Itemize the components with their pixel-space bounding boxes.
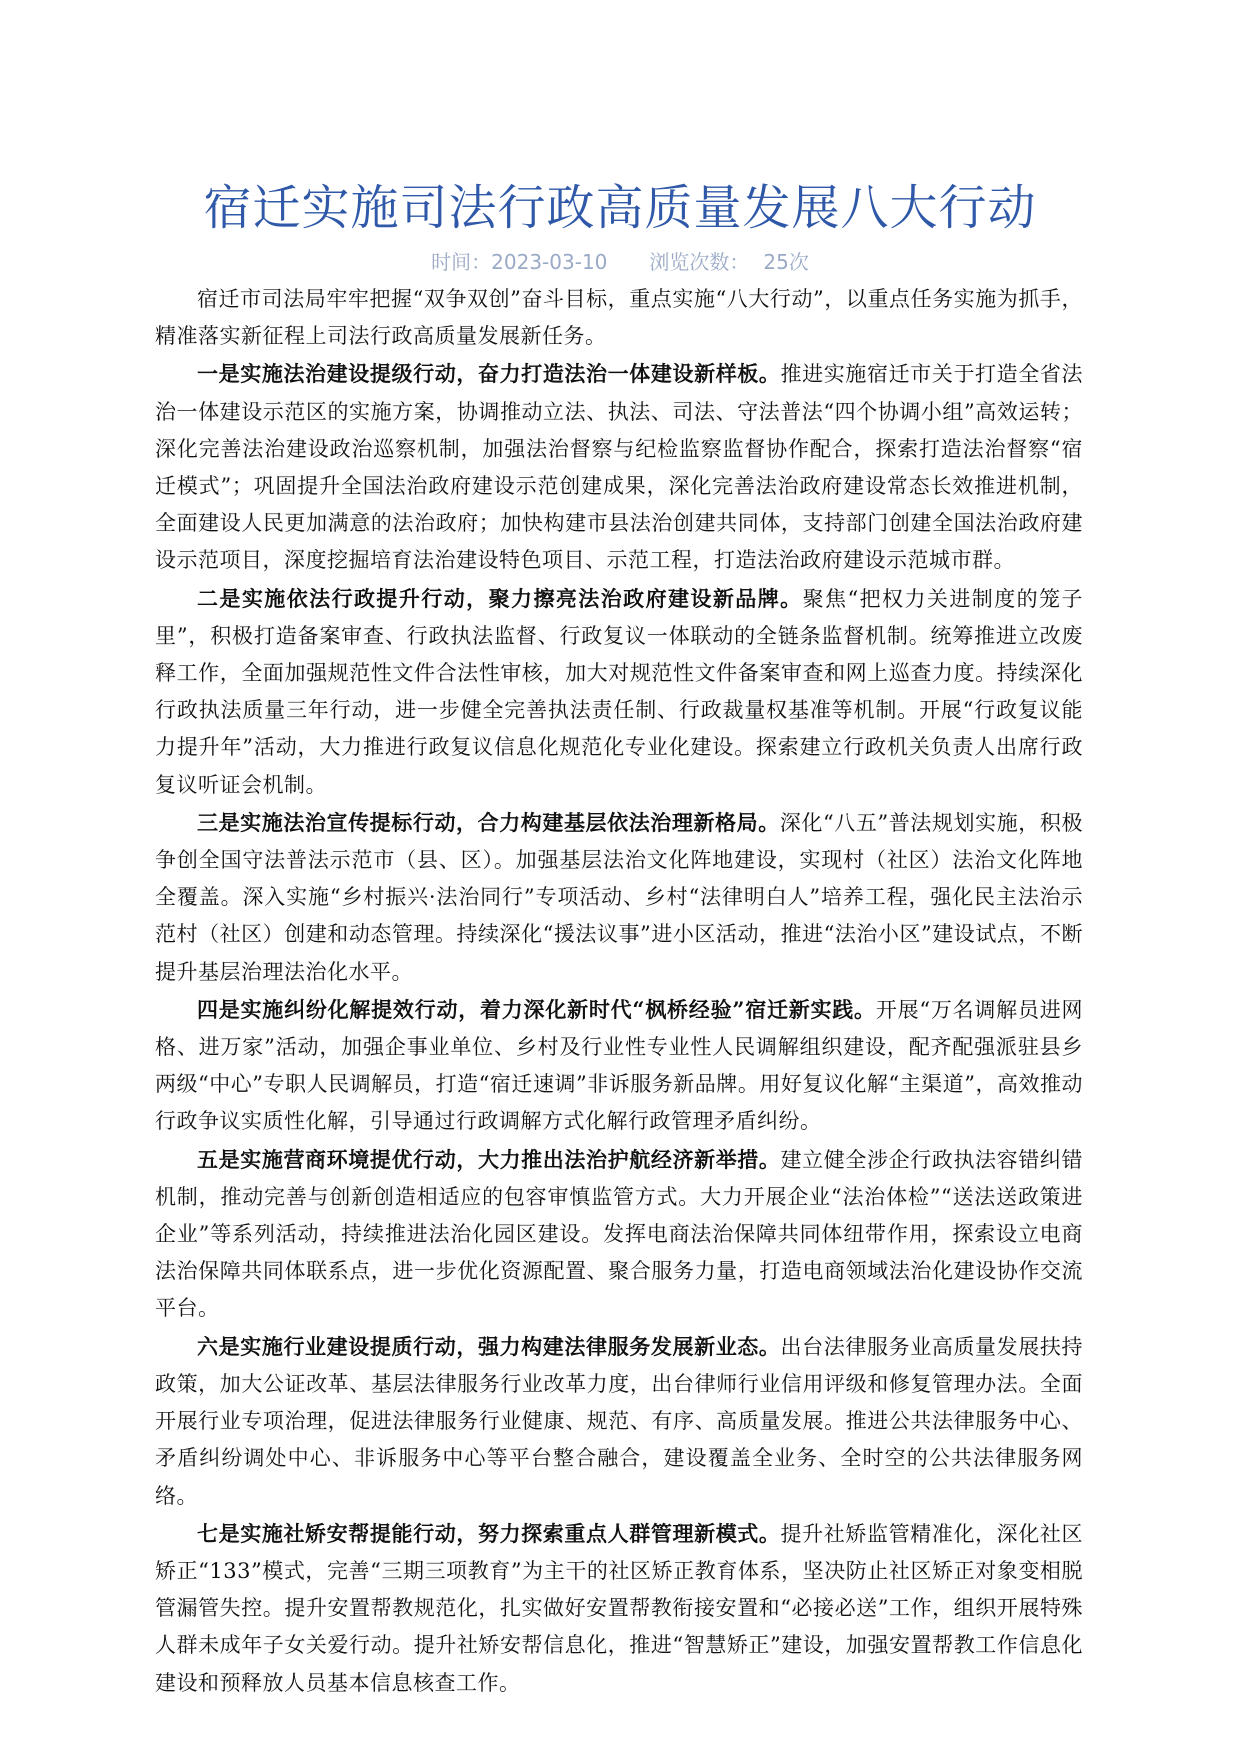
paragraph-text: 推进实施宿迁市关于打造全省法治一体建设示范区的实施方案，协调推动立法、执法、司法、守法普法“四个协调小组”高效运转；深化完善法治建设政治巡察机制，加强法治督察与纪检监察监督协作配合，探索打造法治督察“宿迁模式”；巩固提升全国法治政府建设示范创建成果，深化完善法治政府建设常态长效推进机制，全面建设人民更加满意的法治政府；加快构建市县法治创建共同体，支持部门创建全国法治政府建设示范项目，深度挖掘培育法治建设特色项目、示范工程，打造法治政府建设示范城市群。 xyxy=(155,362,1084,573)
paragraph-text: 提升社矫监管精准化，深化社区矫正“133”模式，完善“三期三项教育”为主干的社区矫正教育体系，坚决防止社区矫正对象变相脱管漏管失控。提升安置帮教规范化，扎实做好安置帮教衔接安置和“必接必送”工作，组织开展特殊人群未成年子女关爱行动。提升社矫安帮信息化，推进“智慧矫正”建设，加强安置帮教工作信息化建设和预释放人员基本信息核查工作。 xyxy=(155,1521,1084,1695)
paragraph-lead: 七是实施社矫安帮提能行动，努力探索重点人群管理新模式。 xyxy=(197,1520,781,1546)
paragraph-action-3 xyxy=(155,804,1083,991)
page-title: 宿迁实施司法行政高质量发展八大行动 xyxy=(203,180,1037,236)
time-value: 2023-03-10 xyxy=(491,250,608,274)
paragraph-action-4 xyxy=(155,991,1083,1141)
paragraph-lead: 三是实施法治宣传提标行动，合力构建基层依法治理新格局。 xyxy=(197,809,780,835)
paragraph-text: 开展“万名调解员进网格、进万家”活动，加强企事业单位、乡村及行业性专业性人民调解组织建设，配齐配强派驻县乡两级“中心”专职人民调解员，打造“宿迁速调”非诉服务新品牌。用好复议化解“主渠道”，高效推动行政争议实质性化解，引导通过行政调解方式化解行政管理矛盾纠纷。 xyxy=(155,997,1083,1134)
paragraph-text: 深化“八五”普法规划实施，积极争创全国守法普法示范市（县、区）。加强基层法治文化阵地建设，实现村（社区）法治文化阵地全覆盖。深入实施“乡村振兴·法治同行”专项活动、乡村“法律明白人”培养工程，强化民主法治示范村（社区）创建和动态管理。持续深化“援法议事”进小区活动，推进“法治小区”建设试点，不断提升基层治理法治化水平。 xyxy=(155,810,1083,984)
paragraph-action-1 xyxy=(155,355,1083,579)
paragraph-action-2 xyxy=(155,580,1083,804)
paragraph-text: 出台法律服务业高质量发展扶持政策，加大公证改革、基层法律服务行业改革力度，出台律师行业信用评级和修复管理办法。全面开展行业专项治理，促进法律服务行业健康、规范、有序、高质量发展。推进公共法律服务中心、矛盾纠纷调处中心、非诉服务中心等平台整合融合，建设覆盖全业务、全时空的公共法律服务网络。 xyxy=(155,1334,1084,1508)
paragraph-lead: 六是实施行业建设提质行动，强力构建法律服务发展新业态。 xyxy=(197,1333,781,1359)
views-label: 浏览次数： xyxy=(649,250,750,274)
paragraph-lead: 五是实施营商环境提优行动，大力推出法治护航经济新举措。 xyxy=(197,1146,781,1172)
views-unit: 次 xyxy=(788,250,809,274)
paragraph-lead: 二是实施依法行政提升行动，聚力擦亮法治政府建设新品牌。 xyxy=(197,585,803,611)
paragraph-action-5 xyxy=(155,1141,1083,1328)
views-count: 25 xyxy=(763,250,789,274)
article-meta xyxy=(0,248,1240,276)
paragraph-text: 宿迁市司法局牢牢把握“双争双创”奋斗目标，重点实施“八大行动”，以重点任务实施为抓手，精准落实新征程上司法行政高质量发展新任务。 xyxy=(155,287,1083,349)
paragraph-text: 聚焦“把权力关进制度的笼子里”，积极打造备案审查、行政执法监督、行政复议一体联动的全链条监督机制。统筹推进立改废释工作，全面加强规范性文件合法性审核，加大对规范性文件备案审查和网上巡查力度。持续深化行政执法质量三年行动，进一步健全完善执法责任制、行政裁量权基准等机制。开展“行政复议能力提升年”活动，大力推进行政复议信息化规范化专业化建设。探索建立行政机关负责人出席行政复议听证会机制。 xyxy=(155,586,1083,797)
paragraph-action-6 xyxy=(155,1328,1083,1515)
paragraph-text: 建立健全涉企行政执法容错纠错机制，推动完善与创新创造相适应的包容审慎监管方式。大力开展企业“法治体检”“送法送政策进企业”等系列活动，持续推进法治化园区建设。发挥电商法治保障共同体纽带作用，探索设立电商法治保障共同体联系点，进一步优化资源配置、聚合服务力量，打造电商领域法治化建设协作交流平台。 xyxy=(155,1147,1084,1321)
time-label: 时间： xyxy=(431,250,492,274)
article-body xyxy=(155,280,1083,1702)
paragraph-lead: 一是实施法治建设提级行动，奋力打造法治一体建设新样板。 xyxy=(197,361,781,387)
paragraph-lead: 四是实施纠纷化解提效行动，着力深化新时代“枫桥经验”宿迁新实践。 xyxy=(197,996,876,1022)
paragraph-action-7 xyxy=(155,1515,1083,1702)
paragraph-intro xyxy=(155,280,1083,355)
